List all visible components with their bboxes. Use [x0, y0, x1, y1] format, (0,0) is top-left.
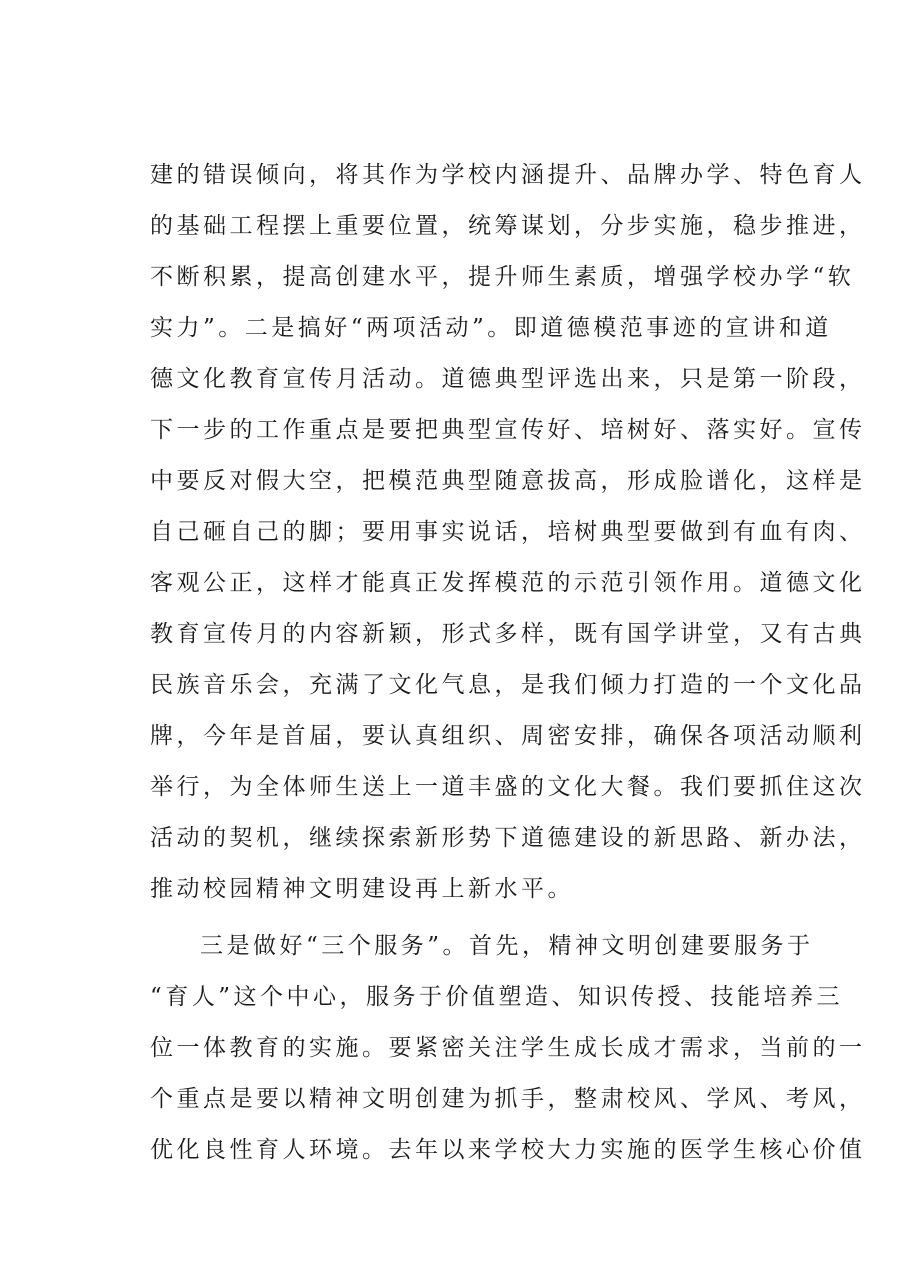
text-line: 实力”。二是搞好“两项活动”。即道德模范事迹的宣讲和道: [150, 315, 832, 341]
text-line: 位一体教育的实施。要紧密关注学生成长成才需求，当前的一: [150, 1035, 866, 1061]
text-line: 活动的契机，继续探索新形势下道德建设的新思路、新办法，: [150, 825, 866, 851]
text-line: 牌，今年是首届，要认真组织、周密安排，确保各项活动顺利: [150, 723, 866, 749]
document-body: [150, 150, 866, 1176]
paragraph: [150, 921, 866, 1176]
text-line: 不断积累，提高创建水平，提升师生素质，增强学校办学“软: [150, 264, 855, 290]
text-line: 下一步的工作重点是要把典型宣传好、培树好、落实好。宣传: [150, 417, 866, 443]
text-line: 优化良性育人环境。去年以来学校大力实施的医学生核心价值: [150, 1137, 866, 1163]
text-line: “育人”这个中心，服务于价值塑造、知识传授、技能培养三: [150, 984, 844, 1010]
paragraph: [150, 150, 866, 915]
text-line: 教育宣传月的内容新颖，形式多样，既有国学讲堂，又有古典: [150, 621, 866, 647]
text-line: 建的错误倾向，将其作为学校内涵提升、品牌办学、特色育人: [150, 162, 866, 188]
text-line: 中要反对假大空，把模范典型随意拔高，形成脸谱化，这样是: [150, 468, 866, 494]
text-line: 个重点是要以精神文明创建为抓手，整肃校风、学风、考风，: [150, 1086, 866, 1112]
text-line: 推动校园精神文明建设再上新水平。: [150, 876, 574, 902]
text-line: 举行，为全体师生送上一道丰盛的文化大餐。我们要抓住这次: [150, 774, 866, 800]
text-line: 德文化教育宣传月活动。道德典型评选出来，只是第一阶段，: [150, 366, 866, 392]
text-line: 三是做好“三个服务”。首先，精神文明创建要服务于: [200, 933, 814, 959]
text-line: 的基础工程摆上重要位置，统筹谋划，分步实施，稳步推进，: [150, 213, 866, 239]
text-line: 民族音乐会，充满了文化气息，是我们倾力打造的一个文化品: [150, 672, 866, 698]
text-line: 客观公正，这样才能真正发挥模范的示范引领作用。道德文化: [150, 570, 866, 596]
text-line: 自己砸自己的脚；要用事实说话，培树典型要做到有血有肉、: [150, 519, 866, 545]
